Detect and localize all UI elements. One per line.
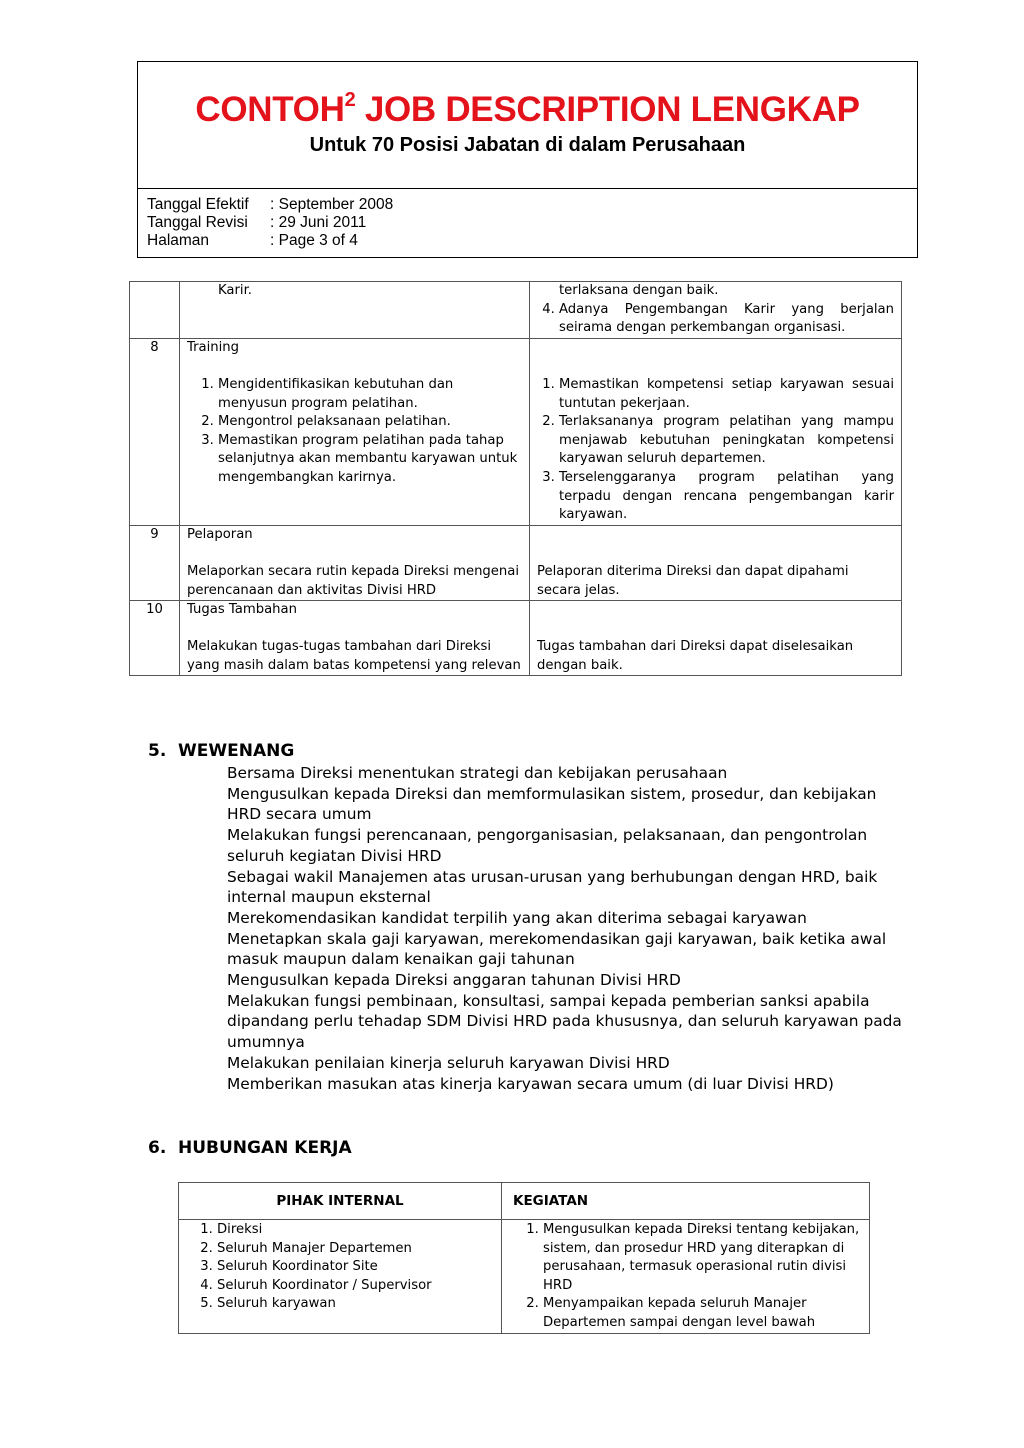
internal-parties-list bbox=[186, 1221, 494, 1314]
table-row bbox=[130, 282, 902, 339]
list-item: 2. Seluruh Manajer Departemen bbox=[217, 1240, 494, 1259]
table-header-row bbox=[179, 1183, 870, 1220]
list-item: Melakukan fungsi pembinaan, konsultasi, sampai kepada pemberian sanksi apabila dipandang perlu tehadap SDM Divisi HRD pada khususnya, dan seluruh karyawan pada umumnya bbox=[227, 991, 902, 1052]
list-item: 3. Seluruh Koordinator Site bbox=[217, 1258, 494, 1277]
list-item: Mengusulkan kepada Direksi dan memformulasikan sistem, prosedur, dan kebijakan HRD secara umum bbox=[227, 784, 877, 824]
list-item: 3. Terselenggaranya program pelatihan yang terpadu dengan rencana pengembangan karir karyawan. bbox=[559, 469, 894, 525]
list-item: 1. Direksi bbox=[217, 1221, 494, 1240]
list-item: 2. Menyampaikan kepada seluruh Manajer Departemen sampai dengan level bawah bbox=[543, 1295, 862, 1332]
header-title-area bbox=[138, 62, 917, 189]
row-number: 9 bbox=[130, 525, 180, 600]
list-item: 3. Memastikan program pelatihan pada tahap selanjutnya akan membantu karyawan untuk mengembangkan karirnya. bbox=[218, 432, 522, 488]
column-header-internal: PIHAK INTERNAL bbox=[179, 1183, 502, 1220]
continued-result-text: terlaksana dengan baik. bbox=[559, 283, 719, 298]
duty-task-text: Melakukan tugas-tugas tambahan dari Direksi yang masih dalam batas kompetensi yang relevan bbox=[187, 639, 521, 673]
meta-effective-date: Tanggal Efektif : September 2008 bbox=[147, 196, 394, 213]
activities-list bbox=[509, 1221, 862, 1333]
list-item: 4. Seluruh Koordinator / Supervisor bbox=[217, 1277, 494, 1296]
list-item: 4. Adanya Pengembangan Karir yang berjalan seirama dengan perkembangan organisasi. bbox=[559, 301, 894, 338]
section-heading-wewenang: 5. WEWENANG bbox=[148, 741, 295, 761]
task-list bbox=[187, 376, 522, 488]
result-list bbox=[537, 376, 894, 525]
meta-revision-date: Tanggal Revisi : 29 Juni 2011 bbox=[147, 214, 367, 231]
list-item: Memberikan masukan atas kinerja karyawan secara umum (di luar Divisi HRD) bbox=[227, 1074, 834, 1093]
document-subtitle: Untuk 70 Posisi Jabatan di dalam Perusahaan bbox=[309, 134, 746, 156]
duties-table bbox=[129, 281, 902, 676]
table-row bbox=[130, 338, 902, 525]
row-number: 8 bbox=[130, 338, 180, 525]
list-item: 2. Terlaksananya program pelatihan yang mampu menjawab kebutuhan peningkatan kompetensi karyawan seluruh departemen. bbox=[559, 413, 894, 469]
list-item: 5. Seluruh karyawan bbox=[217, 1295, 494, 1314]
table-row bbox=[130, 525, 902, 600]
authority-list bbox=[227, 763, 907, 1094]
section-heading-hubungan-kerja: 6. HUBUNGAN KERJA bbox=[148, 1138, 352, 1158]
duty-result-text: Pelaporan diterima Direksi dan dapat dipahami secara jelas. bbox=[537, 563, 849, 598]
list-item: Melakukan penilaian kinerja seluruh karyawan Divisi HRD bbox=[227, 1053, 670, 1072]
list-item: Sebagai wakil Manajemen atas urusan-urusan yang berhubungan dengan HRD, baik internal maupun eksternal bbox=[227, 867, 878, 907]
list-item: 1. Mengidentifikasikan kebutuhan dan menyusun program pelatihan. bbox=[218, 376, 522, 413]
continued-result-list bbox=[537, 301, 894, 338]
meta-page: Halaman : Page 3 of 4 bbox=[147, 232, 358, 249]
table-row bbox=[130, 601, 902, 676]
column-header-activities: KEGIATAN bbox=[502, 1183, 870, 1220]
table-row bbox=[179, 1220, 870, 1334]
list-item: Bersama Direksi menentukan strategi dan kebijakan perusahaan bbox=[227, 764, 728, 782]
list-item: 2. Mengontrol pelaksanaan pelatihan. bbox=[218, 413, 522, 432]
list-item: Melakukan fungsi perencanaan, pengorganisasian, pelaksanaan, dan pengontrolan seluruh kegiatan Divisi HRD bbox=[227, 826, 868, 865]
duty-result-text: Tugas tambahan dari Direksi dapat diselesaikan dengan baik. bbox=[537, 639, 854, 673]
document-header bbox=[137, 61, 918, 258]
duty-title: Training bbox=[187, 339, 240, 355]
document-meta bbox=[138, 189, 917, 250]
title-rest-text: JOB DESCRIPTION LENGKAP bbox=[355, 90, 860, 129]
document-title bbox=[138, 62, 917, 130]
list-item: Merekomendasikan kandidat terpilih yang akan diterima sebagai karyawan bbox=[227, 908, 807, 927]
continued-task-text: Karir. bbox=[218, 283, 252, 298]
list-item: Menetapkan skala gaji karyawan, merekomendasikan gaji karyawan, baik ketika awal masuk maupun dalam kenaikan gaji tahunan bbox=[227, 929, 887, 969]
title-superscript: 2 bbox=[344, 89, 356, 111]
duty-title: Pelaporan bbox=[187, 526, 253, 542]
row-number: 10 bbox=[130, 601, 180, 676]
relations-table bbox=[178, 1182, 870, 1334]
list-item: 1. Mengusulkan kepada Direksi tentang kebijakan, sistem, dan prosedur HRD yang diterapkan di perusahaan, termasuk operasional rutin divisi HRD bbox=[543, 1221, 862, 1295]
duty-task-text: Melaporkan secara rutin kepada Direksi mengenai perencanaan dan aktivitas Divisi HRD bbox=[187, 563, 520, 598]
duty-title: Tugas Tambahan bbox=[187, 602, 297, 618]
title-main-text: CONTOH bbox=[195, 90, 345, 129]
list-item: Mengusulkan kepada Direksi anggaran tahunan Divisi HRD bbox=[227, 971, 681, 990]
list-item: 1. Memastikan kompetensi setiap karyawan sesuai tuntutan pekerjaan. bbox=[559, 376, 894, 413]
